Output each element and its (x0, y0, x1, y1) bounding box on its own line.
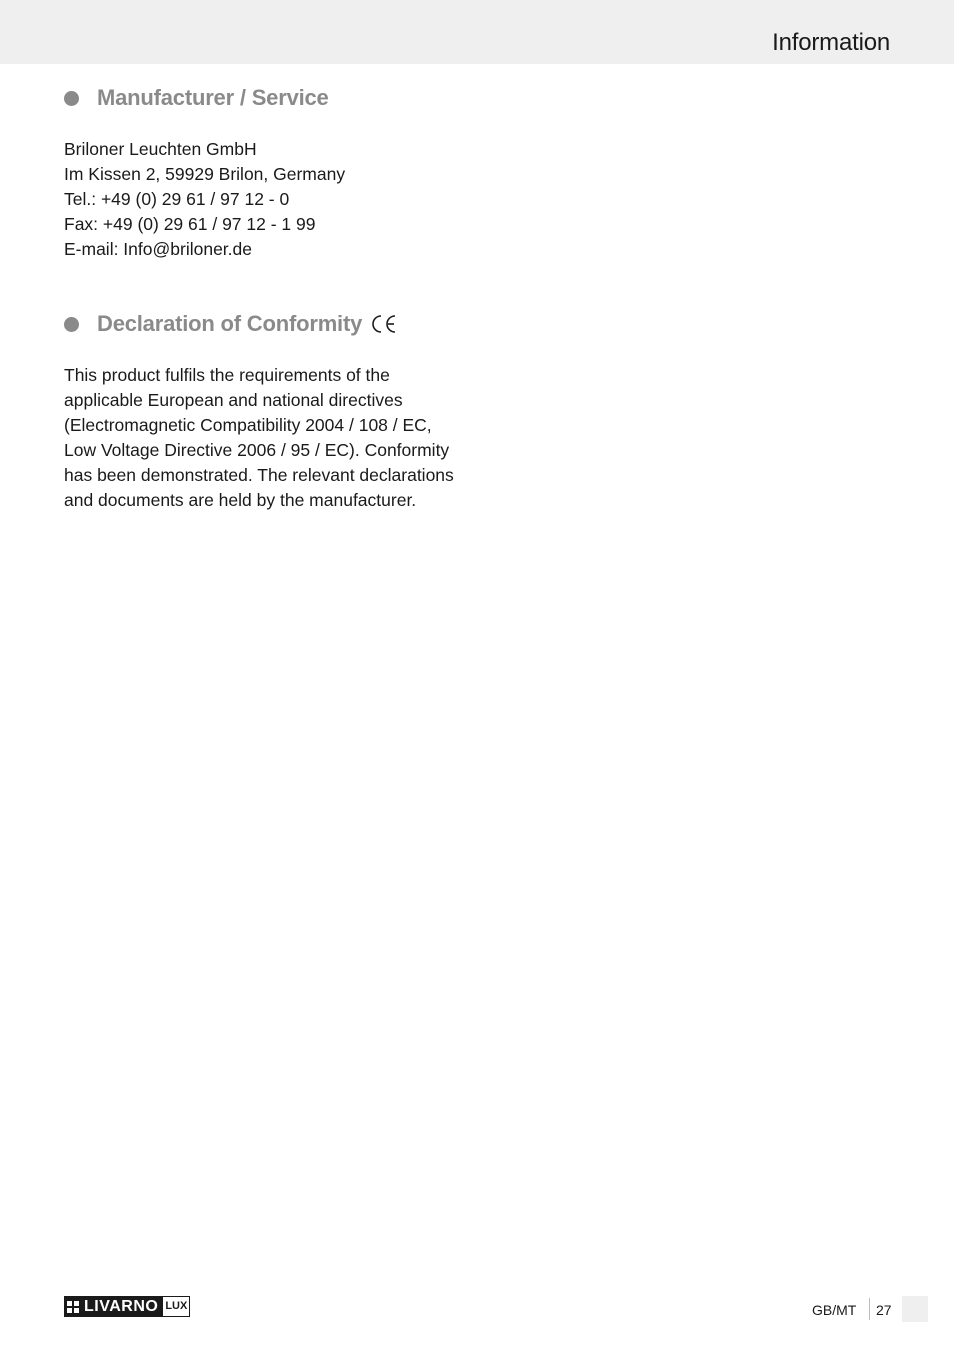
conformity-line: has been demonstrated. The relevant declarations (64, 465, 454, 485)
company-fax: Fax: +49 (0) 29 61 / 97 12 - 1 99 (64, 214, 316, 234)
company-phone: Tel.: +49 (0) 29 61 / 97 12 - 0 (64, 189, 290, 209)
company-name: Briloner Leuchten GmbH (64, 139, 257, 159)
company-email: E-mail: Info@briloner.de (64, 239, 252, 259)
manufacturer-heading: Manufacturer / Service (97, 85, 329, 110)
logo-dots-icon (67, 1301, 79, 1313)
logo-main (64, 1296, 162, 1317)
conformity-heading: Declaration of Conformity (97, 311, 363, 336)
bullet-icon (64, 91, 79, 106)
language-code: GB/MT (812, 1302, 857, 1318)
footer-divider (869, 1298, 870, 1320)
conformity-line: Low Voltage Directive 2006 / 95 / EC). Conformity (64, 440, 450, 460)
conformity-text (64, 363, 454, 513)
logo-lux: LUX (162, 1296, 190, 1317)
section-heading-manufacturer (64, 83, 329, 113)
section-heading-conformity (64, 309, 397, 339)
bullet-icon (64, 317, 79, 332)
conformity-line: applicable European and national directives (64, 390, 403, 410)
conformity-line: This product fulfils the requirements of the (64, 365, 390, 385)
page-title: Information (772, 29, 890, 56)
conformity-line: (Electromagnetic Compatibility 2004 / 108 / EC, (64, 415, 432, 435)
conformity-line: and documents are held by the manufacturer. (64, 490, 417, 510)
ce-mark-icon (370, 314, 397, 334)
brand-logo (64, 1296, 190, 1317)
company-street: Im Kissen 2, 59929 Brilon, Germany (64, 164, 346, 184)
footer-corner-box (902, 1296, 928, 1322)
page-number: 27 (876, 1302, 892, 1318)
manufacturer-address (64, 137, 345, 262)
logo-wordmark: LIVARNO (84, 1298, 159, 1315)
